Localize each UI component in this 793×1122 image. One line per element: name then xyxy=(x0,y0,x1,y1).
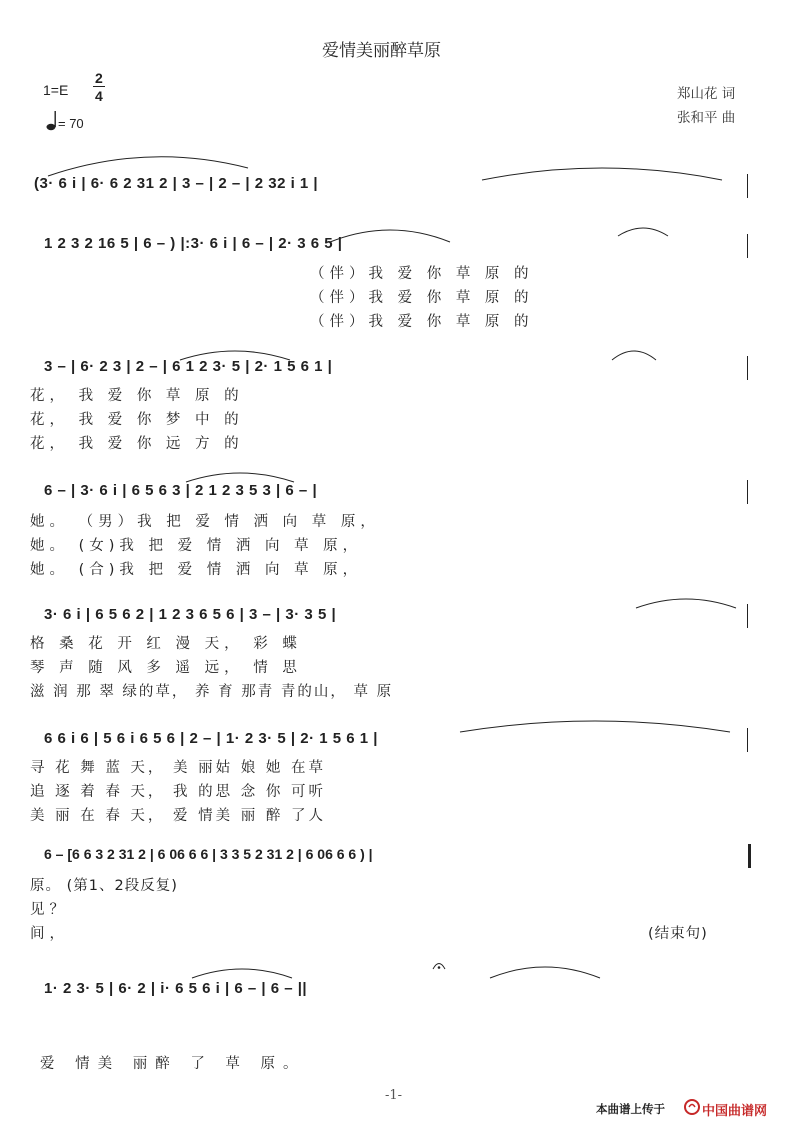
lyric-verse-3: （伴）我 爱 你 草 原 的 xyxy=(310,314,534,330)
notation-line-4: 6 – | 3· 6 i | 6 5 6 3 | 2 1 2 3 5 3 | 6 – | xyxy=(44,482,318,499)
notation-line-8: 1· 2 3· 5 | 6· 2 | i· 6 5 6 i | 6 – | 6 – || xyxy=(44,980,308,997)
key-signature: 1=E xyxy=(43,82,69,98)
barline xyxy=(747,728,748,752)
barline xyxy=(747,356,748,380)
lyric-verse-1: 原。 (第1、2段反复) xyxy=(30,878,178,894)
slur xyxy=(330,224,450,244)
slur xyxy=(482,162,722,182)
lyric-verse-2: 琴 声 随 风 多 遥 远， 情 思 xyxy=(30,660,302,676)
lyric-verse-1: 爱 情美 丽醉 了 草 原。 xyxy=(40,1056,306,1072)
time-signature-denominator: 4 xyxy=(95,88,103,104)
page-number: -1- xyxy=(385,1088,403,1103)
barline xyxy=(747,480,748,504)
notation-line-3: 3 – | 6· 2 3 | 2 – | 6 1 2 3· 5 | 2· 1 5 6 1 | xyxy=(44,358,333,375)
lyric-verse-3: 滋 润 那 翠 绿的草， 养 育 那青 青的山， 草 原 xyxy=(30,684,394,700)
time-signature-line xyxy=(93,86,105,87)
lyric-verse-1: 格 桑 花 开 红 漫 天， 彩 蝶 xyxy=(30,636,302,652)
lyric-verse-2: 追 逐 着 春 天， 我 的思 念 你 可听 xyxy=(30,784,326,800)
page-title: 爱情美丽醉草原 xyxy=(322,41,441,61)
lyric-verse-2: 花， 我 爱 你 梦 中 的 xyxy=(30,412,244,428)
footer-upload-text: 本曲谱上传于 xyxy=(596,1102,665,1116)
lyric-verse-1: （伴）我 爱 你 草 原 的 xyxy=(310,266,534,282)
notation-line-6: 6 6 i 6 | 5 6 i 6 5 6 | 2 – | 1· 2 3· 5 | 2· 1 5 6 1 | xyxy=(44,730,378,747)
lyric-verse-3: 美 丽 在 春 天， 爱 情美 丽 醉 了人 xyxy=(30,808,326,824)
slur xyxy=(192,964,292,980)
lyric-verse-3: 花， 我 爱 你 远 方 的 xyxy=(30,436,244,452)
lyric-verse-1: 寻 花 舞 蓝 天， 美 丽姑 娘 她 在草 xyxy=(30,760,326,776)
final-barline xyxy=(748,844,751,868)
notation-line-1: (3· 6 i | 6· 6 2 31 2 | 3 – | 2 – | 2 32 i 1 | xyxy=(34,175,319,192)
lyric-verse-1: 花， 我 爱 你 草 原 的 xyxy=(30,388,244,404)
lyric-verse-2: （伴）我 爱 你 草 原 的 xyxy=(310,290,534,306)
slur xyxy=(490,962,600,980)
lyric-verse-2: 她。 (女)我 把 爱 情 洒 向 草 原， xyxy=(30,538,363,554)
lyric-verse-3: 间， xyxy=(30,926,69,942)
lyric-verse-3: 她。 (合)我 把 爱 情 洒 向 草 原， xyxy=(30,562,363,578)
time-signature-numerator: 2 xyxy=(95,70,103,86)
lyric-verse-1: 她。 （男）我 把 爱 情 洒 向 草 原， xyxy=(30,514,380,530)
lyric-verse-2: 见？ xyxy=(30,902,69,918)
slur xyxy=(48,148,248,178)
slur xyxy=(612,346,656,362)
fermata-icon xyxy=(432,958,446,974)
slur xyxy=(460,716,730,734)
notation-line-7: 6 – [6 6 3 2 31 2 | 6 06 6 6 | 3 3 5 2 31 2 | 6 06 6 6 ) | xyxy=(44,846,373,862)
tempo-marking: = 70 xyxy=(58,116,84,131)
notation-line-2: 1 2 3 2 16 5 | 6 – ) |:3· 6 i | 6 – | 2· 3 6 5 | xyxy=(44,235,343,252)
site-brand-name[interactable]: 中国曲谱网 xyxy=(702,1104,768,1119)
composer-credit: 张和平 曲 xyxy=(677,110,736,126)
ending-label: (结束句) xyxy=(648,926,708,942)
barline xyxy=(747,234,748,258)
notation-line-5: 3· 6 i | 6 5 6 2 | 1 2 3 6 5 6 | 3 – | 3· 3 5 | xyxy=(44,606,337,623)
lyricist-credit: 郑山花 词 xyxy=(677,86,736,102)
barline xyxy=(747,174,748,198)
site-logo-icon xyxy=(684,1099,700,1119)
barline xyxy=(747,604,748,628)
slur xyxy=(636,594,736,610)
slur xyxy=(618,224,668,238)
